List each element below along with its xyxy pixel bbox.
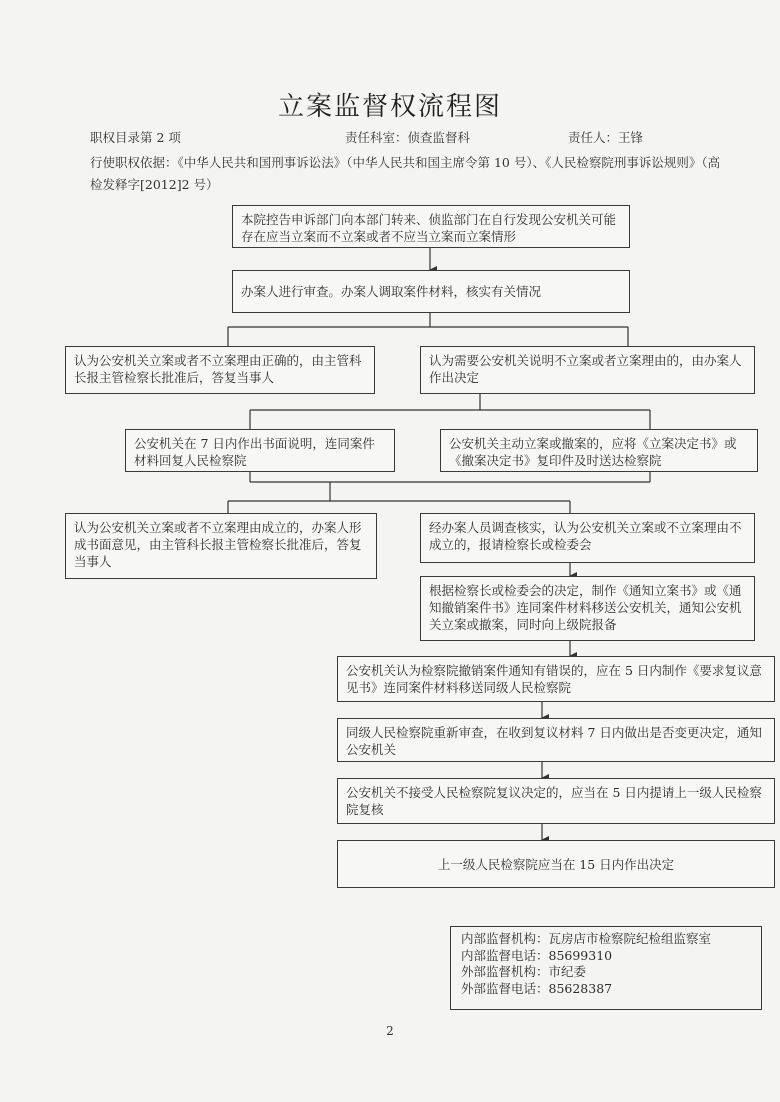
responsible-department: 责任科室：侦查监督科 xyxy=(345,130,471,145)
page-number: 2 xyxy=(386,1024,394,1038)
step-5b-report-chief: 经办案人员调查核实，认为公安机关立案或不立案理由不成立的，报请检察长或检委会 xyxy=(420,513,755,563)
step-6-issue-notice: 根据检察长或检委会的决定，制作《通知立案书》或《通知撤销案件书》连同案件材料移送公安机关，通知公安机关立案或撤案，同时向上级院报备 xyxy=(420,576,755,641)
step-3a-reply-party: 认为公安机关立案或者不立案理由正确的，由主管科长报主管检察长批准后，答复当事人 xyxy=(65,346,375,394)
step-4a-written-explanation: 公安机关在 7 日内作出书面说明，连同案件材料回复人民检察院 xyxy=(125,429,395,472)
step-5a-reply-party: 认为公安机关立案或者不立案理由成立的，办案人形成书面意见，由主管科长报主管检察长批准后，答复当事人 xyxy=(65,513,377,579)
step-2-review: 办案人进行审查。办案人调取案件材料，核实有关情况 xyxy=(232,270,630,313)
internal-supervision-org: 内部监督机构：瓦房店市检察院纪检组监察室 xyxy=(461,931,712,946)
branch-s2 xyxy=(228,313,628,346)
page-title: 立案监督权流程图 xyxy=(277,92,502,122)
step-10-superior-decision: 上一级人民检察院应当在 15 日内作出决定 xyxy=(337,840,775,888)
merge-s4 xyxy=(250,472,650,501)
branch-to-s5 xyxy=(228,501,570,513)
external-supervision-org: 外部监督机构：市纪委 xyxy=(461,964,587,979)
step-8-re-examination: 同级人民检察院重新审查，在收到复议材料 7 日内做出是否变更决定，通知公安机关 xyxy=(337,718,775,762)
internal-supervision-phone: 内部监督电话：85699310 xyxy=(461,947,613,963)
catalog-number: 职权目录第 2 项 xyxy=(90,130,181,145)
supervision-contact-box xyxy=(450,926,762,1010)
step-3b-request-explanation: 认为需要公安机关说明不立案或者立案理由的，由办案人作出决定 xyxy=(420,346,755,394)
step-7-reconsideration-request: 公安机关认为检察院撤销案件通知有错误的，应在 5 日内制作《要求复议意见书》连同案件材料移送同级人民检察院 xyxy=(337,656,775,702)
external-supervision-phone: 外部监督电话：85628387 xyxy=(461,980,613,996)
branch-s3b xyxy=(250,393,650,429)
responsible-person: 责任人：王锋 xyxy=(568,130,644,145)
step-9-superior-review-request: 公安机关不接受人民检察院复议决定的，应当在 5 日内提请上一级人民检察院复核 xyxy=(337,778,775,824)
legal-basis: 行使职权依据：《中华人民共和国刑事诉讼法》（中华人民共和国主席令第 10 号）、《人民检察院刑事诉讼规则》（高检发释字[2012]2 号） xyxy=(90,155,721,192)
step-1-case-source: 本院控告申诉部门向本部门转来、侦监部门在自行发现公安机关可能存在应当立案而不立案或者不应当立案而立案情形 xyxy=(232,205,630,248)
step-4b-active-filing: 公安机关主动立案或撤案的，应将《立案决定书》或《撤案决定书》复印件及时送达检察院 xyxy=(440,429,758,472)
